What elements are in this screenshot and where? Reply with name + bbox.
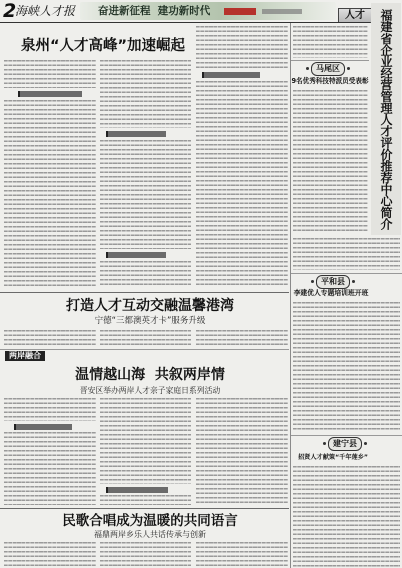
brief-place-label: 建宁县 (328, 437, 362, 451)
story-4-subhead: 福鼎两岸乡乐人共话传承与创新 (94, 530, 206, 539)
section-subhead (106, 487, 168, 493)
body-text (196, 330, 288, 348)
section-subhead (18, 91, 82, 97)
body-text (4, 542, 96, 568)
body-text (4, 330, 96, 348)
body-text (293, 26, 368, 58)
banner-red-mark (224, 8, 256, 15)
section-label: 人才 (338, 8, 372, 23)
body-text (4, 432, 96, 505)
banner-date-mark (262, 9, 302, 14)
brief-headline: 李建优人专题培训班开班 (293, 289, 369, 297)
body-text (4, 60, 96, 88)
body-text (196, 398, 288, 505)
body-text (196, 542, 288, 568)
brief-divider (291, 60, 369, 61)
body-text (100, 60, 191, 128)
section-subhead (14, 424, 72, 430)
body-text (100, 398, 191, 484)
body-text (196, 26, 288, 68)
story-divider (0, 292, 289, 293)
body-text (293, 238, 400, 270)
section-subhead (106, 131, 166, 137)
brief-place-label: 马尾区 (311, 62, 345, 76)
slogan-text: 奋进新征程 建功新时代 (98, 5, 211, 17)
feature-title-vertical: 福建省企业经营管理人才评价推荐中心简介 (371, 3, 401, 235)
body-text (100, 261, 191, 288)
story-3-subhead: 晋安区举办两岸人才亲子家庭日系列活动 (79, 386, 221, 395)
brief-place-label: 平和县 (316, 275, 350, 289)
column-tag: 两岸融合 (5, 351, 45, 361)
page-number: 2 (3, 0, 17, 22)
body-text (100, 330, 191, 348)
story-divider (0, 508, 289, 509)
lead-headline: 泉州“人才高峰”加速崛起 (20, 38, 186, 54)
section-subhead (106, 252, 166, 258)
body-text (100, 495, 191, 505)
story-divider (0, 349, 289, 350)
body-text (293, 302, 400, 432)
story-2-subhead: 宁德“三都澳英才卡”服务升级 (94, 316, 206, 326)
body-text (100, 542, 191, 568)
body-text (196, 81, 288, 288)
brief-divider (291, 435, 402, 436)
brief-headline: 招贤人才献策“千年莲乡” (297, 454, 368, 461)
body-text (4, 398, 96, 421)
body-text (100, 140, 191, 249)
section-subhead (202, 72, 260, 78)
story-2-headline: 打造人才互动交融温馨港湾 (66, 298, 234, 314)
story-4-headline: 民歌合唱成为温暖的共同语言 (62, 513, 238, 529)
masthead-rule (0, 22, 370, 23)
story-3-headline: 温情越山海 共叙两岸情 (75, 367, 225, 383)
body-text (293, 466, 400, 568)
brief-divider (291, 273, 402, 274)
slogan-banner (80, 2, 336, 20)
brief-headline: 9名优秀科技特派员受表彰 (291, 77, 369, 85)
body-text (293, 90, 368, 234)
paper-name: 海峡人才报 (15, 4, 76, 18)
body-text (4, 100, 96, 288)
